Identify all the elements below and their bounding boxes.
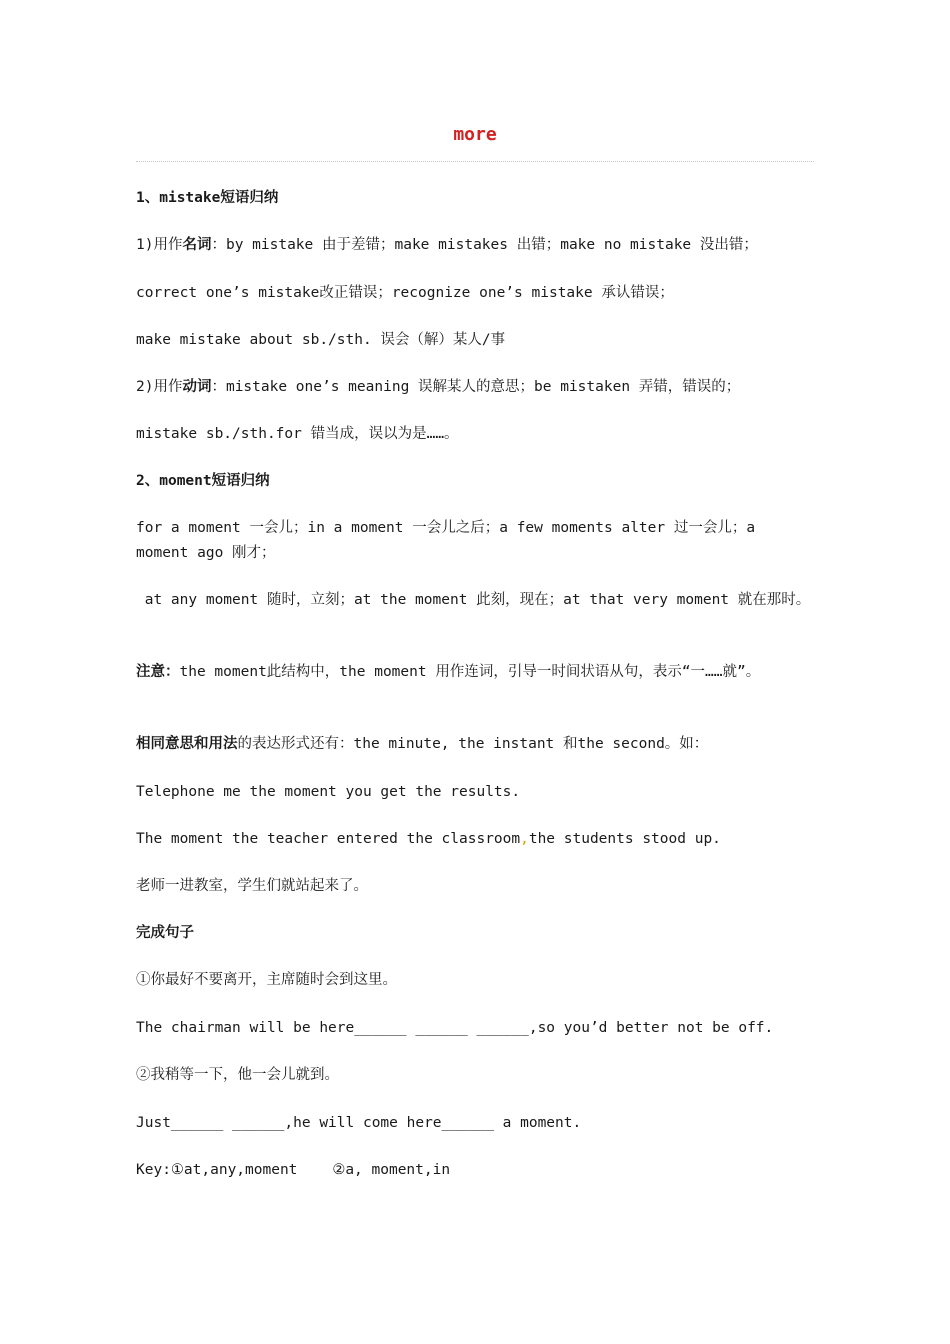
question2-english: Just______ ______,he will come here______ a moment. (136, 1115, 582, 1131)
section1-line5: mistake sb./sth.for 错当成，误以为是……。 (136, 426, 459, 442)
example2-comma: , (520, 831, 529, 847)
section2-line2: at any moment 随时，立刻；at the moment 此刻，现在；at that very moment 就在那时。 (136, 592, 811, 608)
question1-chinese: ①你最好不要离开，主席随时会到这里。 (136, 972, 397, 988)
answer-key: Key:①at,any,moment ②a, moment,in (136, 1162, 451, 1178)
section2-heading: 2、moment短语归纳 (136, 473, 270, 489)
example2-part-a: The moment the teacher entered the classroom (136, 831, 521, 847)
section1-noun-line (136, 233, 816, 258)
note-paragraph (136, 660, 816, 685)
example2-part-b: the students stood up. (528, 831, 721, 847)
same-meaning-label: 相同意思和用法 (136, 736, 238, 752)
example-sentence-1: Telephone me the moment you get the results. (136, 784, 521, 800)
question2-chinese: ②我稍等一下，他一会儿就到。 (136, 1067, 339, 1083)
note-label: 注意： (136, 664, 180, 680)
noun-prefix: 1)用作 (136, 237, 183, 253)
document-title: more (453, 124, 497, 145)
same-meaning-text: 的表达形式还有：the minute, the instant 和the second。如： (237, 736, 709, 752)
exercise-heading: 完成句子 (136, 925, 194, 941)
section1-heading: 1、mistake短语归纳 (136, 190, 279, 206)
same-meaning-paragraph (136, 732, 816, 757)
title-divider (136, 161, 814, 162)
noun-label: 名词 (182, 237, 212, 253)
verb-prefix: 2)用作 (136, 379, 183, 395)
section2-line1: for a moment 一会儿；in a moment 一会儿之后；a few moments alter 过一会儿；a moment ago 刚才； (136, 520, 764, 561)
noun-phrases: ：by mistake 由于差错；make mistakes 出错；make no mistake 没出错； (211, 237, 758, 253)
question1-english: The chairman will be here______ ______ ______,so you’d better not be off. (136, 1020, 774, 1036)
note-text: the moment此结构中，the moment 用作连词，引导一时间状语从句，表示“一……就”。 (179, 664, 761, 680)
section1-line2: correct one’s mistake改正错误；recognize one’s mistake 承认错误； (136, 285, 674, 301)
example-sentence-2 (136, 827, 816, 852)
section1-verb-line (136, 375, 816, 400)
section1-line3: make mistake about sb./sth. 误会（解）某人/事 (136, 332, 506, 348)
verb-label: 动词 (182, 379, 212, 395)
verb-phrases: ：mistake one’s meaning 误解某人的意思；be mistaken 弄错，错误的； (211, 379, 741, 395)
example-translation: 老师一进教室，学生们就站起来了。 (136, 878, 368, 894)
